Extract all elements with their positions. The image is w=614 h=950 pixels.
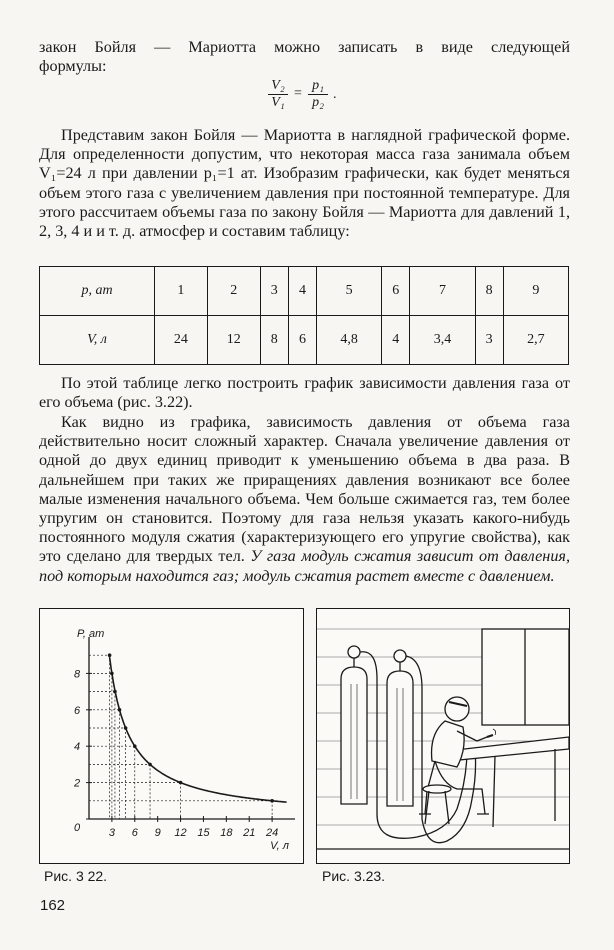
data-point xyxy=(133,744,137,748)
table-cell: 3 xyxy=(475,316,503,365)
data-point xyxy=(118,708,122,712)
table-cell: 3 xyxy=(260,267,288,316)
table-cell: 4,8 xyxy=(317,316,382,365)
gas-welding-illustration xyxy=(317,609,569,863)
table-cell: 2 xyxy=(207,267,260,316)
paragraph-table-graph: По этой таблице легко построить график зависимости давления газа от его объема (рис. 3.22). xyxy=(39,374,570,412)
paragraph-graphical-form: Представим закон Бойля — Мариотта в наглядной графической форме. Для определенности допустим, что некоторая масса газа занимала объем V₁=24 л при давлении p₁=1 ат. Изобразим графически, как будет меняться объем этого газа с увеличением давления при постоянной температуре. Для этого рассчитаем объемы газа по закону Бойля — Мариотта для давлений 1, 2, 3, 4 и и т. д. атмосфер и составим таблицу: xyxy=(39,126,570,241)
table-row-pressure xyxy=(40,267,569,316)
table-cell: 5 xyxy=(317,267,382,316)
table-row-volume xyxy=(40,316,569,365)
y-tick-label: 4 xyxy=(73,741,81,754)
x-tick-label: 24 xyxy=(265,827,279,839)
data-point xyxy=(113,690,117,694)
x-tick-label: 12 xyxy=(174,827,187,839)
table-cell: 4 xyxy=(288,267,316,316)
table-header-volume: V, л xyxy=(40,316,155,365)
gas-cylinder-left xyxy=(341,646,367,804)
table-cell: 24 xyxy=(155,316,208,365)
y-tick-label: 0 xyxy=(73,822,81,834)
x-tick-label: 6 xyxy=(131,827,138,839)
paragraph-compression-regular: Как видно из графика, зависимость давления от объема газа действительно носит сложный характер. Сначала увеличение давления от одной до двух единиц приводит к уменьшению объема в два раза. В дальнейшем при таких же приращениях давления возникают все более малые изменения начального объема. Чем больше сжимается газ, тем более упругим он становится. Поэтому для газа нельзя указать какого-нибудь постоянного модуля сжатия (характеризующего его упругие свойства), как это сделано для твердых тел. xyxy=(39,413,570,566)
formula-equals: = xyxy=(294,86,302,101)
x-tick-label: 15 xyxy=(197,827,210,839)
table-cell: 6 xyxy=(288,316,316,365)
figure-3-23-frame xyxy=(316,608,570,864)
table-header-pressure: p, ат xyxy=(40,267,155,316)
table-cell: 4 xyxy=(382,316,410,365)
data-point xyxy=(124,726,128,730)
table-cell: 6 xyxy=(382,267,410,316)
y-tick-label: 6 xyxy=(73,704,81,717)
x-tick-label: 3 xyxy=(108,827,115,839)
x-tick-label: 18 xyxy=(220,827,233,839)
intro-line-1: закон Бойля — Мариотта можно записать в виде следующей xyxy=(39,38,570,56)
x-axis-label: V, л xyxy=(270,840,289,852)
paragraph-compression-modulus xyxy=(39,413,570,586)
figure-3-23-caption: Рис. 3.23. xyxy=(322,868,386,884)
gas-cylinder-right xyxy=(387,650,413,806)
y-axis-label: P, ат xyxy=(77,628,105,640)
formula-period: . xyxy=(333,87,337,102)
stool xyxy=(423,785,451,824)
x-tick-label: 9 xyxy=(154,827,161,839)
formula-right-denominator: p₂ xyxy=(312,95,324,110)
data-point xyxy=(110,672,114,676)
formula-left-numerator: V₂ xyxy=(268,78,288,95)
workbench xyxy=(447,737,569,827)
table-cell: 8 xyxy=(260,316,288,365)
x-tick-label: 21 xyxy=(243,827,256,839)
formula-right-numerator: p₁ xyxy=(308,78,328,95)
table-cell: 1 xyxy=(155,267,208,316)
table-cell: 7 xyxy=(410,267,475,316)
data-point xyxy=(179,781,183,785)
table-cell: 12 xyxy=(207,316,260,365)
intro-line-2: формулы: xyxy=(39,57,107,75)
table-cell: 2,7 xyxy=(503,316,568,365)
paragraph-compression-italic: У газа модуль сжатия зависит от давления, под которым находится газ; модуль сжатия растет вместе с давлением. xyxy=(39,547,570,585)
table-cell: 9 xyxy=(503,267,568,316)
formula-right-fraction xyxy=(308,78,328,111)
formula-left-fraction xyxy=(268,78,288,111)
figure-3-22-caption: Рис. 3 22. xyxy=(44,868,108,884)
y-tick-label: 8 xyxy=(73,668,81,681)
hyperbola-curve xyxy=(110,657,287,802)
y-tick-label: 2 xyxy=(73,777,81,790)
table-cell: 3,4 xyxy=(410,316,475,365)
page-number: 162 xyxy=(40,897,66,914)
boyle-mariotte-formula xyxy=(258,78,368,114)
pressure-volume-table xyxy=(39,266,569,365)
data-point xyxy=(148,763,152,767)
figure-3-22-frame xyxy=(39,608,304,864)
pressure-volume-chart xyxy=(40,609,303,863)
data-point xyxy=(108,653,112,657)
table-cell: 8 xyxy=(475,267,503,316)
data-point xyxy=(270,799,274,803)
formula-left-denominator: V₁ xyxy=(271,95,285,110)
